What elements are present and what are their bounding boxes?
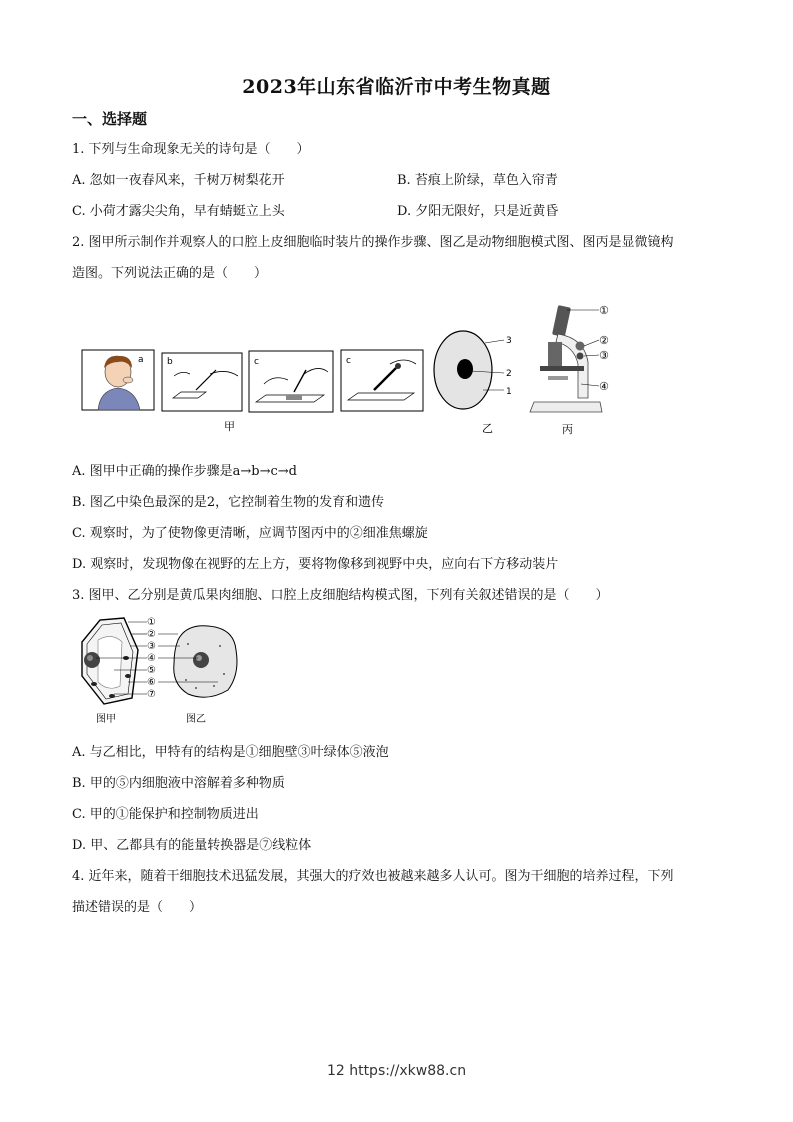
step-c2-panel: [341, 350, 423, 411]
q2-option-d: D. 观察时，发现物像在视野的左上方，要将物像移到视野中央，应向右下方移动装片: [72, 557, 559, 572]
q2-option-a: A. 图甲中正确的操作步骤是a→b→c→d: [72, 464, 298, 479]
fig-yi-caption: 图乙: [186, 714, 206, 725]
q1-option-c: C. 小荷才露尖尖角，早有蜻蜓立上头: [72, 204, 285, 219]
step-c2-label: c: [346, 356, 351, 366]
part-6-label: ⑥: [147, 677, 156, 688]
q1-option-a: A. 忽如一夜春风来，千树万树梨花开: [72, 173, 285, 188]
step-b-label: b: [167, 357, 173, 367]
cell-label-2: 2: [506, 369, 512, 379]
cheek-cell-diagram: [174, 626, 237, 697]
fig-jia-label: 甲: [224, 420, 235, 433]
fig-jia-caption: 图甲: [96, 714, 116, 725]
q2-option-b: B. 图乙中染色最深的是2，它控制着生物的发育和遗传: [72, 495, 385, 510]
microscope-diagram: [530, 304, 609, 436]
q3-stem: 3. 图甲、乙分别是黄瓜果肉细胞、口腔上皮细胞结构模式图，下列有关叙述错误的是（ ）: [72, 588, 609, 603]
part-7-label: ⑦: [147, 689, 156, 700]
q2-stem-line1: 2. 图甲所示制作并观察人的口腔上皮细胞临时装片的操作步骤、图乙是动物细胞模式图、图丙是显微镜构: [72, 235, 674, 250]
q3-option-b: B. 甲的⑤内细胞液中溶解着多种物质: [72, 776, 285, 791]
fig-bing-label: 丙: [562, 423, 573, 436]
part-5-label: ⑤: [147, 665, 156, 676]
mic-label-3: ③: [599, 349, 609, 362]
step-a-label: a: [138, 355, 144, 365]
cell-label-3: 3: [506, 336, 512, 346]
q2-stem-line2: 造图。下列说法正确的是（ ）: [72, 266, 268, 281]
animal-cell-model: [434, 331, 512, 435]
plant-cell-diagram: [82, 618, 138, 704]
mic-label-4: ④: [599, 380, 609, 393]
part-2-label: ②: [147, 629, 156, 640]
page-title: 2023年山东省临沂市中考生物真题: [242, 76, 551, 98]
q3-option-c: C. 甲的①能保护和控制物质进出: [72, 807, 259, 822]
q1-option-d: D. 夕阳无限好，只是近黄昏: [397, 204, 559, 219]
part-3-label: ③: [147, 641, 156, 652]
q1-stem: 1. 下列与生命现象无关的诗句是（ ）: [72, 142, 310, 157]
step-a-panel: [82, 350, 154, 410]
section-heading: 一、选择题: [72, 110, 148, 128]
q1-option-b: B. 苔痕上阶绿，草色入帘青: [397, 173, 558, 188]
page-footer: 12 https://xkw88.cn: [326, 1063, 467, 1079]
mic-label-2: ②: [599, 334, 609, 347]
step-c1-label: c: [254, 357, 259, 367]
cell-label-1: 1: [506, 387, 512, 397]
q2-figure: [78, 298, 638, 440]
fig-yi-label: 乙: [482, 422, 493, 435]
step-b-panel: [162, 353, 242, 411]
mic-label-1: ①: [599, 304, 609, 317]
q4-stem-line1: 4. 近年来，随着干细胞技术迅猛发展，其强大的疗效也被越来越多人认可。图为干细胞的培养过程，下列: [72, 869, 674, 884]
q3-option-a: A. 与乙相比，甲特有的结构是①细胞壁③叶绿体⑤液泡: [72, 745, 389, 760]
step-c1-panel: [249, 351, 333, 412]
q2-option-c: C. 观察时，为了使物像更清晰，应调节图丙中的②细准焦螺旋: [72, 526, 428, 541]
q4-stem-line2: 描述错误的是（ ）: [72, 900, 203, 915]
part-4-label: ④: [147, 653, 156, 664]
part-1-label: ①: [147, 617, 156, 628]
q3-figure: [68, 614, 258, 729]
q3-option-d: D. 甲、乙都具有的能量转换器是⑦线粒体: [72, 838, 312, 853]
